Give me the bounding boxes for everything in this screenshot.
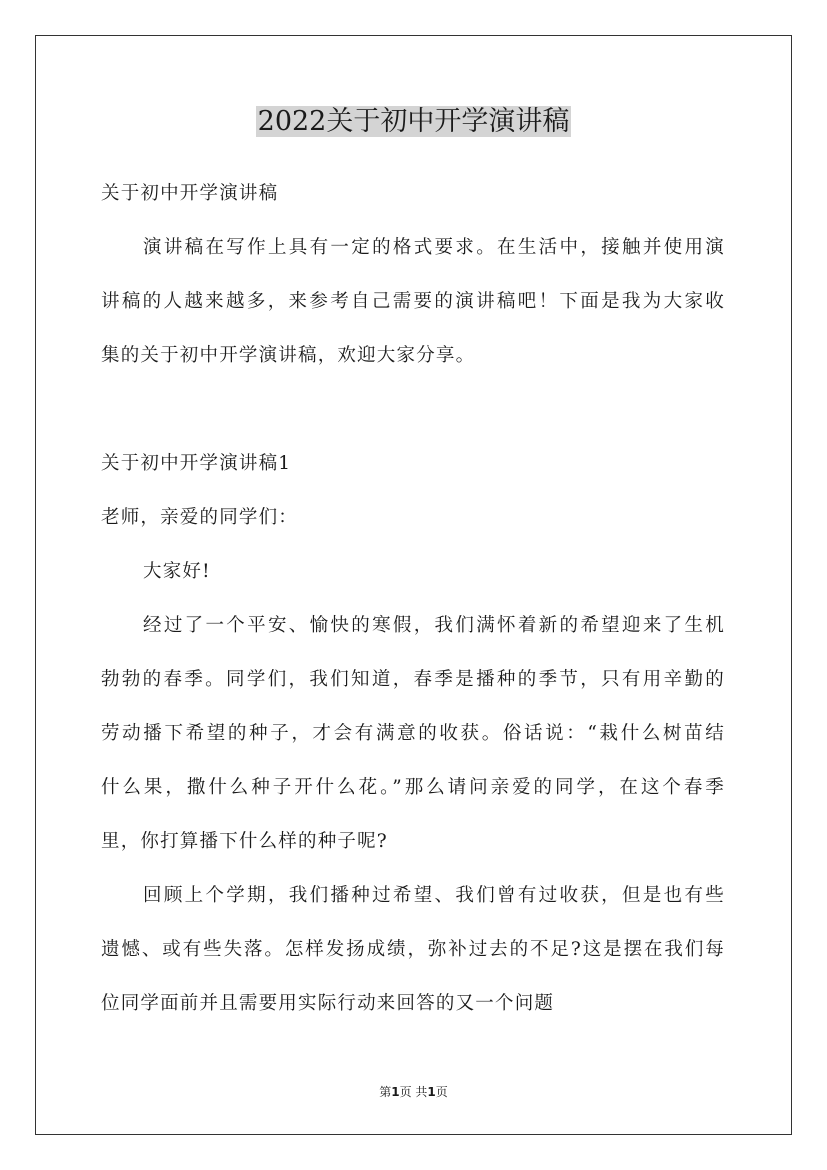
paragraph-line: 里，你打算播下什么样的种子呢? xyxy=(101,831,388,852)
paragraph-line: 回顾上个学期，我们播种过希望、我们曾有过收获，但是也有些 xyxy=(143,885,725,906)
footer-mid: 页 共 xyxy=(399,1085,428,1099)
salutation-line: 老师，亲爱的同学们： xyxy=(101,507,299,528)
section-heading: 关于初中开学演讲稿1 xyxy=(101,453,292,474)
paragraph-line: 演讲稿在写作上具有一定的格式要求。在生活中，接触并使用演 xyxy=(143,237,725,258)
footer-prefix: 第 xyxy=(379,1085,392,1099)
paragraph-line: 经过了一个平安、愉快的寒假，我们满怀着新的希望迎来了生机 xyxy=(143,615,725,636)
document-title xyxy=(0,102,827,142)
paragraph-line: 劳动播下希望的种子，才会有满意的收获。俗话说：“栽什么树苗结 xyxy=(101,723,725,744)
page-footer xyxy=(0,1083,827,1101)
paragraph-line: 遗憾、或有些失落。怎样发扬成绩，弥补过去的不足?这是摆在我们每 xyxy=(101,939,725,960)
greeting-line: 大家好! xyxy=(143,561,211,582)
paragraph-line: 讲稿的人越来越多，来参考自己需要的演讲稿吧！下面是我为大家收 xyxy=(101,291,725,312)
paragraph-line: 勃勃的春季。同学们，我们知道，春季是播种的季节，只有用辛勤的 xyxy=(101,669,725,690)
document-title-text: 2022关于初中开学演讲稿 xyxy=(257,106,570,137)
footer-suffix: 页 xyxy=(435,1085,448,1099)
paragraph-line: 集的关于初中开学演讲稿，欢迎大家分享。 xyxy=(101,345,476,366)
paragraph-line: 位同学面前并且需要用实际行动来回答的又一个问题 xyxy=(101,993,555,1014)
subtitle-line: 关于初中开学演讲稿 xyxy=(101,183,279,204)
footer-page-total: 1 xyxy=(427,1085,436,1099)
footer-page-number: 1 xyxy=(391,1085,400,1099)
paragraph-line: 什么果，撒什么种子开什么花。”那么请问亲爱的同学，在这个春季 xyxy=(101,777,725,798)
